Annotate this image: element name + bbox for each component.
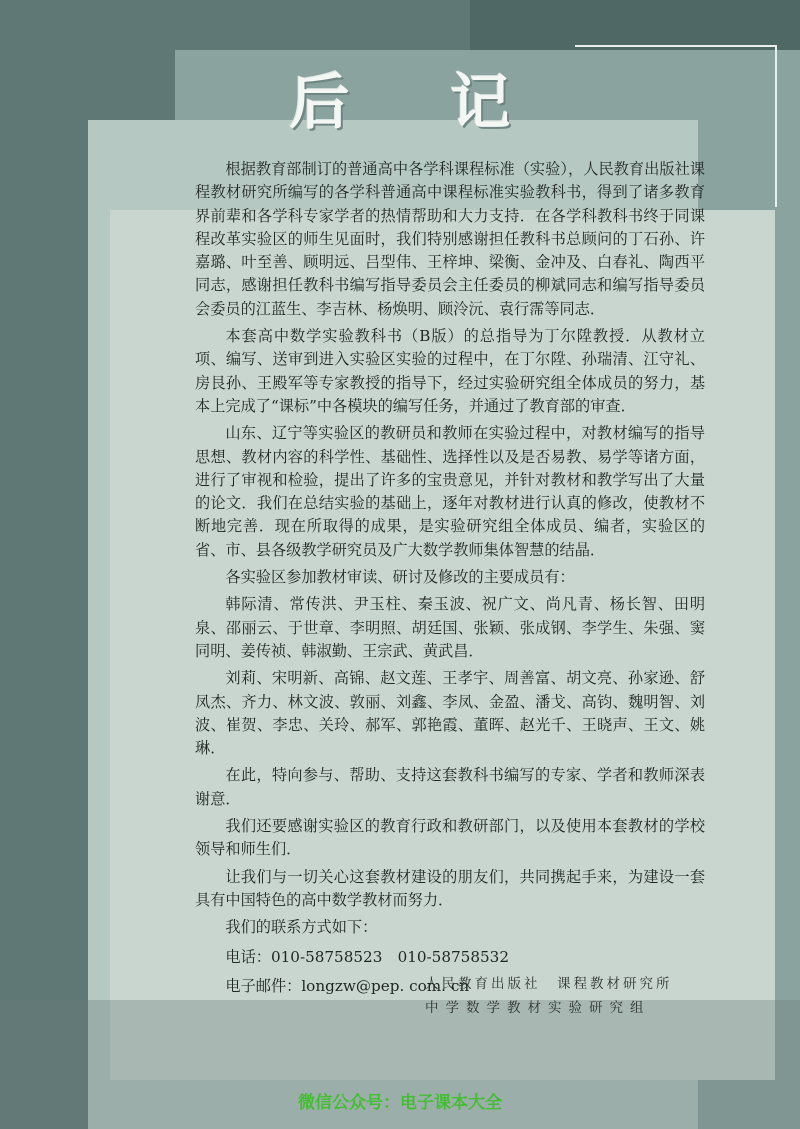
- contact-email: 电子邮件：longzw@pep. com. cn: [225, 976, 470, 995]
- page-title: 后 记: [289, 68, 551, 138]
- paragraph-guidance: 本套高中数学实验教科书（B版）的总指导为丁尔陞教授．从教材立项、编写、送审到进入实验区实验的过程中，在丁尔陞、孙瑞清、江守礼、房艮孙、王殿军等专家教授的指导下，经过实验研究组全体成员的努力，基本上完成了“课标”中各模块的编写任务，并通过了教育部的审查．: [195, 327, 705, 415]
- paragraph-thanks-3: 让我们与一切关心这套教材建设的朋友们，共同携起手来，为建设一套具有中国特色的高中数学教材而努力．: [195, 867, 705, 909]
- members-list-2: 刘莉、宋明新、高锦、赵文莲、王孝宇、周善富、胡文亮、孙家逊、舒凤杰、齐力、林文波、敦丽、刘鑫、李凤、金盈、潘戈、高钧、魏明智、刘波、崔贺、李忠、关玲、郝军、郭艳霞、董晖、赵光千、王晓声、王文、姚琳．: [195, 669, 705, 758]
- paragraph-members-intro: 各实验区参加教材审读、研讨及修改的主要成员有：: [225, 568, 575, 587]
- contact-intro: 我们的联系方式如下：: [225, 918, 378, 937]
- afterword-body: [195, 158, 705, 1004]
- members-list-1: 韩际清、常传洪、尹玉柱、秦玉波、祝广文、尚凡青、杨长智、田明泉、邵丽云、于世章、李明照、胡廷国、张颖、张成钢、李学生、朱强、窦同明、姜传祯、韩淑勤、王宗武、黄武昌．: [195, 595, 705, 660]
- contact-phone: 电话：010-58758523 010-58758532: [225, 947, 509, 966]
- signature-line-group: 中学数学教材实验研究组: [425, 1000, 651, 1016]
- paragraph-experiment: 山东、辽宁等实验区的教研员和教师在实验过程中，对教材编写的指导思想、教材内容的科学性、基础性、选择性以及是否易教、易学等诸方面，进行了审视和检验，提出了许多的宝贵意见，并针对教材和教学写出了大量的论文．我们在总结实验的基础上，逐年对教材进行认真的修改，使教材不断地完善．现在所取得的成果，是实验研究组全体成员、编者，实验区的省、市、县各级教学研究员及广大数学教师集体智慧的结晶．: [195, 424, 705, 559]
- signature-block: [425, 972, 673, 1020]
- paragraph-intro: 根据教育部制订的普通高中各学科课程标准（实验），人民教育出版社课程教材研究所编写的各学科普通高中课程标准实验教科书，得到了诸多教育界前辈和各学科专家学者的热情帮助和大力支持．在各学科教科书终于同课程改革实验区的师生见面时，我们特别感谢担任教科书总顾问的丁石孙、许嘉璐、叶至善、顾明远、吕型伟、王梓坤、梁衡、金冲及、白春礼、陶西平同志，感谢担任教科书编写指导委员会主任委员的柳斌同志和编写指导委员会委员的江蓝生、李吉林、杨焕明、顾泠沅、袁行霈等同志．: [195, 160, 705, 318]
- footer-watermark: 微信公众号：电子课本大全: [298, 1093, 502, 1113]
- signature-line-publisher: 人民教育出版社 课程教材研究所: [425, 976, 673, 992]
- paragraph-thanks-2: 我们还要感谢实验区的教育行政和教研部门，以及使用本套教材的学校领导和师生们．: [195, 817, 705, 859]
- paragraph-thanks-1: 在此，特向参与、帮助、支持这套教科书编写的专家、学者和教师深表谢意．: [195, 766, 705, 808]
